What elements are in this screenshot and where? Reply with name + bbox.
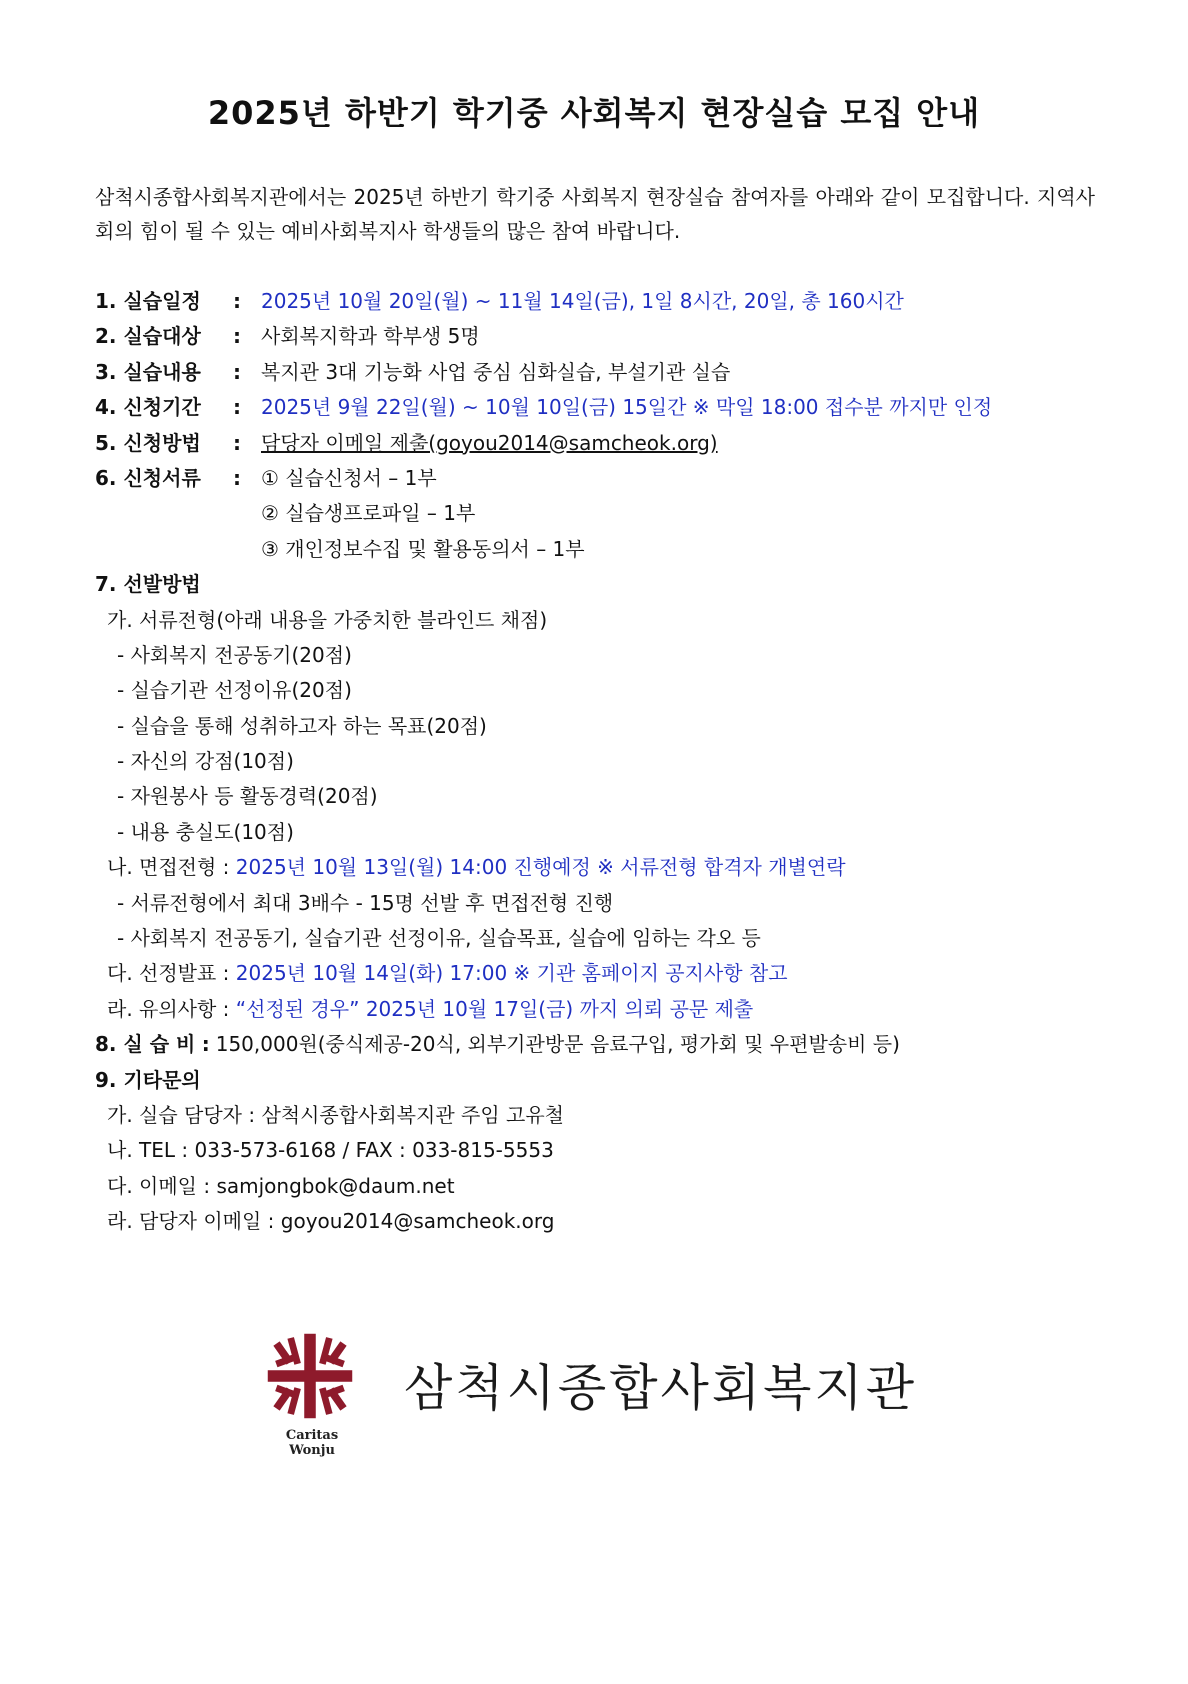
item-documents [95,461,1105,496]
criteria-item: - 실습을 통해 성취하고자 하는 목표(20점) [117,713,487,738]
item-application-method [95,426,1105,461]
item-target [95,319,1105,354]
item-label: 실습대상 [123,324,201,349]
contact-manager: 가. 실습 담당자 : 삼척시종합사회복지관 주임 고유철 [107,1102,564,1127]
criteria-item: - 사회복지 전공동기(20점) [117,642,352,667]
item-colon: : [233,359,241,384]
item-value: 2025년 9월 22일(월) ~ 10월 10일(금) 15일간 ※ 막일 18:00 접수분 까지만 인정 [261,395,993,420]
organization-name: 삼척시종합사회복지관 [404,1359,917,1417]
item-value: 사회복지학과 학부생 5명 [261,324,480,349]
item-value: 2025년 10월 20일(월) ~ 11월 14일(금), 1일 8시간, 20일, 총 160시간 [261,289,904,313]
selection-document-screening: 가. 서류전형(아래 내용을 가중치한 블라인드 채점) [107,607,548,632]
notes-label: 라. 유의사항 : [107,996,236,1021]
item-colon: : [201,1032,210,1057]
item-content [95,355,1105,390]
item-number: 1. [95,289,117,313]
criteria-item: - 내용 충실도(10점) [117,819,294,844]
item-number: 2. [95,324,117,349]
announcement-value: 2025년 10월 14일(화) 17:00 ※ 기관 홈페이지 공지사항 참고 [235,961,788,986]
item-label: 실습내용 [123,359,201,384]
item-number: 3. [95,359,117,384]
item-colon: : [233,430,241,455]
fee-value: 150,000원(중식제공-20식, 외부기관방문 음료구입, 평가회 및 우편발송비 등) [215,1032,900,1057]
document-item: ② 실습생프로파일 – 1부 [261,501,476,526]
notes-value: “선정된 경우” 2025년 10월 17일(금) 까지 의뢰 공문 제출 [235,996,754,1021]
item-colon: : [233,465,241,490]
item-label: 신청기간 [123,395,201,420]
item-value: 복지관 3대 기능화 사업 중심 심화실습, 부설기관 실습 [261,359,731,384]
item-number: 6. [95,465,117,490]
interview-value: 2025년 10월 13일(월) 14:00 진행예정 ※ 서류전형 합격자 개별연락 [235,855,846,880]
item-colon: : [233,289,241,313]
criteria-item: - 자원봉사 등 활동경력(20점) [117,784,378,809]
item-number: 5. [95,430,117,455]
item-schedule [95,284,1105,319]
intro-paragraph: 삼척시종합사회복지관에서는 2025년 하반기 학기중 사회복지 현장실습 참여자를 아래와 같이 모집합니다. 지역사회의 힘이 될 수 있는 예비사회복지사 학생들의 많은 참여 바랍니다. [95,185,1095,243]
logo-caption: Caritas Wonju [285,1428,339,1458]
item-colon: : [233,395,241,420]
criteria-item: - 자신의 강점(10점) [117,749,294,774]
contact-phone: 나. TEL : 033-573-6168 / FAX : 033-815-5553 [107,1138,554,1163]
selection-heading: 7. 선발방법 [95,572,201,597]
document-row [95,532,1105,567]
item-label: 실습일정 [123,289,201,313]
page-title: 2025년 하반기 학기중 사회복지 현장실습 모집 안내 [207,94,981,132]
contact-manager-email[interactable]: 라. 담당자 이메일 : goyou2014@samcheok.org [107,1209,555,1234]
item-label: 신청방법 [123,430,201,455]
info-list [95,284,1105,1240]
item-number: 4. [95,395,117,420]
selection-notes [95,992,1105,1027]
item-colon: : [233,324,241,349]
organization-logo-area [262,1328,942,1458]
document-item: ③ 개인정보수집 및 활용동의서 – 1부 [261,536,585,561]
document-row [95,496,1105,531]
item-label: 신청서류 [123,465,201,490]
interview-label: 나. 면접전형 : [107,855,236,880]
interview-item: - 서류전형에서 최대 3배수 - 15명 선발 후 면접전형 진행 [117,890,614,915]
criteria-item: - 실습기관 선정이유(20점) [117,678,352,703]
selection-interview [95,850,1105,885]
item-fee [95,1027,1105,1062]
item-application-period [95,390,1105,425]
contact-email[interactable]: 다. 이메일 : samjongbok@daum.net [107,1173,455,1198]
selection-announcement [95,956,1105,991]
contact-heading: 9. 기타문의 [95,1067,201,1092]
interview-item: - 사회복지 전공동기, 실습기관 선정이유, 실습목표, 실습에 임하는 각오 등 [117,926,761,951]
fee-label: 8. 실 습 비 [95,1032,196,1057]
announcement-label: 다. 선정발표 : [107,961,236,986]
email-submission-link[interactable]: 담당자 이메일 제출(goyou2014@samcheok.org) [261,430,718,455]
document-item: ① 실습신청서 – 1부 [261,465,437,490]
caritas-cross-logo-icon [262,1328,358,1424]
